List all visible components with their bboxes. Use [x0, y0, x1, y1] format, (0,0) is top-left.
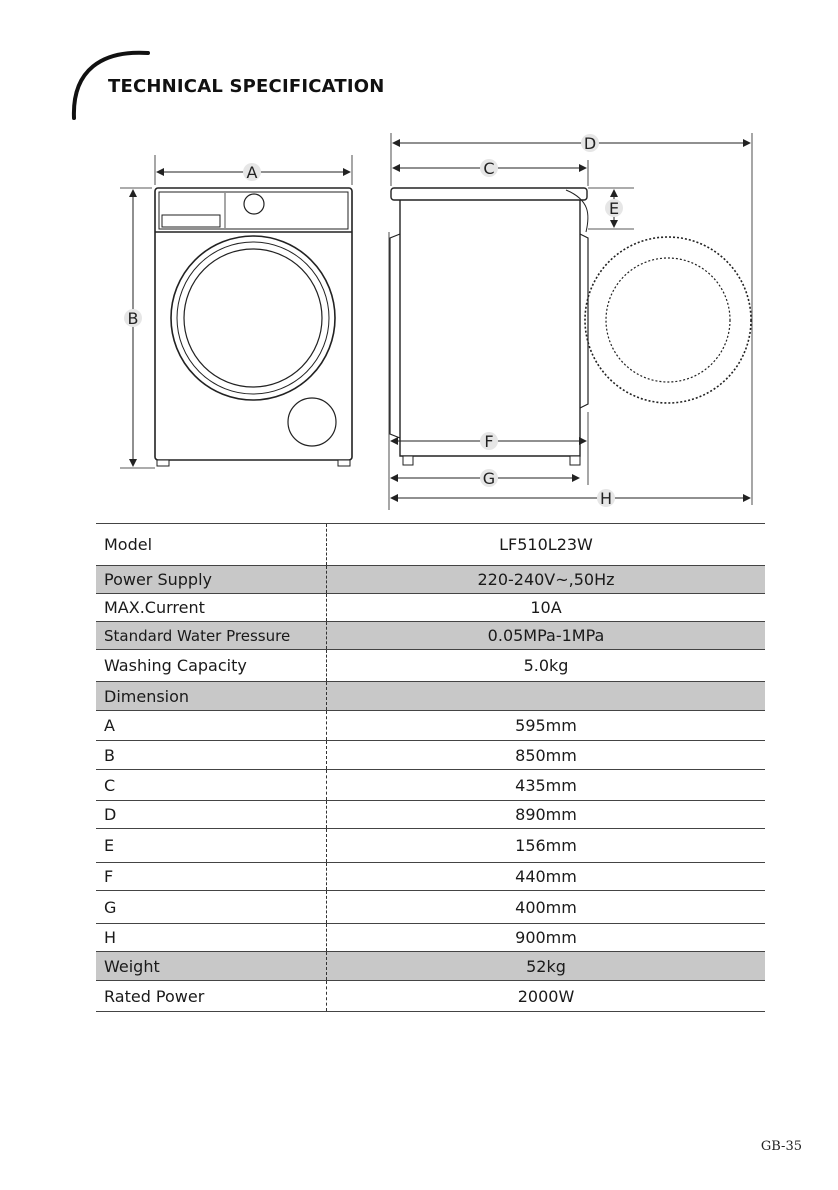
- spec-value: 850mm: [327, 741, 766, 770]
- dim-label-e: [605, 199, 623, 218]
- front-view: [120, 155, 352, 468]
- spec-value: 900mm: [327, 924, 766, 952]
- dim-label-a: [243, 163, 261, 182]
- spec-key: F: [96, 863, 327, 891]
- spec-value: 52kg: [327, 952, 766, 981]
- spec-value: LF510L23W: [327, 524, 766, 566]
- svg-text:C: C: [483, 159, 495, 178]
- spec-key: Standard Water Pressure: [96, 622, 327, 650]
- svg-text:B: B: [127, 309, 139, 328]
- spec-value: 890mm: [327, 801, 766, 829]
- spec-key: Washing Capacity: [96, 650, 327, 682]
- spec-key: A: [96, 711, 327, 741]
- svg-text:F: F: [484, 432, 494, 451]
- dim-label-b: [124, 309, 142, 328]
- spec-value: [327, 682, 766, 711]
- svg-text:A: A: [246, 163, 258, 182]
- table-row: [96, 770, 765, 801]
- washing-machine-dimension-diagram: [0, 0, 838, 520]
- dim-label-h: [597, 489, 615, 508]
- spec-value: 400mm: [327, 891, 766, 924]
- dim-label-f: [480, 432, 498, 451]
- spec-value: 440mm: [327, 863, 766, 891]
- table-row: [96, 650, 765, 682]
- table-row: [96, 924, 765, 952]
- spec-key: H: [96, 924, 327, 952]
- spec-value: 0.05MPa-1MPa: [327, 622, 766, 650]
- spec-key: Rated Power: [96, 981, 327, 1012]
- table-row: [96, 863, 765, 891]
- table-row: [96, 829, 765, 863]
- spec-value: 10A: [327, 594, 766, 622]
- spec-value: 435mm: [327, 770, 766, 801]
- spec-key: G: [96, 891, 327, 924]
- side-view: [389, 133, 752, 510]
- spec-key: C: [96, 770, 327, 801]
- spec-value: 156mm: [327, 829, 766, 863]
- svg-text:H: H: [599, 489, 613, 508]
- page-number: GB-35: [760, 1139, 802, 1154]
- table-row: [96, 622, 765, 650]
- spec-value: 2000W: [327, 981, 766, 1012]
- table-row: [96, 711, 765, 741]
- svg-text:E: E: [608, 199, 620, 218]
- dim-label-d: [581, 134, 599, 153]
- spec-key: Model: [96, 524, 327, 566]
- page-title: TECHNICAL SPECIFICATION: [108, 76, 385, 97]
- table-row: [96, 594, 765, 622]
- spec-key: MAX.Current: [96, 594, 327, 622]
- spec-value: 220-240V~,50Hz: [327, 566, 766, 594]
- table-row: [96, 566, 765, 594]
- dim-label-g: [480, 469, 498, 488]
- svg-text:G: G: [482, 469, 496, 488]
- table-row: [96, 524, 765, 566]
- spec-key: Dimension: [96, 682, 327, 711]
- spec-key: Weight: [96, 952, 327, 981]
- spec-key: E: [96, 829, 327, 863]
- table-row: [96, 801, 765, 829]
- spec-value: 595mm: [327, 711, 766, 741]
- dim-label-c: [480, 159, 498, 178]
- table-row: [96, 682, 765, 711]
- spec-value: 5.0kg: [327, 650, 766, 682]
- spec-key: Power Supply: [96, 566, 327, 594]
- spec-key: B: [96, 741, 327, 770]
- spec-table: [96, 523, 765, 1012]
- svg-text:D: D: [583, 134, 597, 153]
- spec-key: D: [96, 801, 327, 829]
- table-row: [96, 952, 765, 981]
- table-row: [96, 741, 765, 770]
- table-row: [96, 891, 765, 924]
- table-row: [96, 981, 765, 1012]
